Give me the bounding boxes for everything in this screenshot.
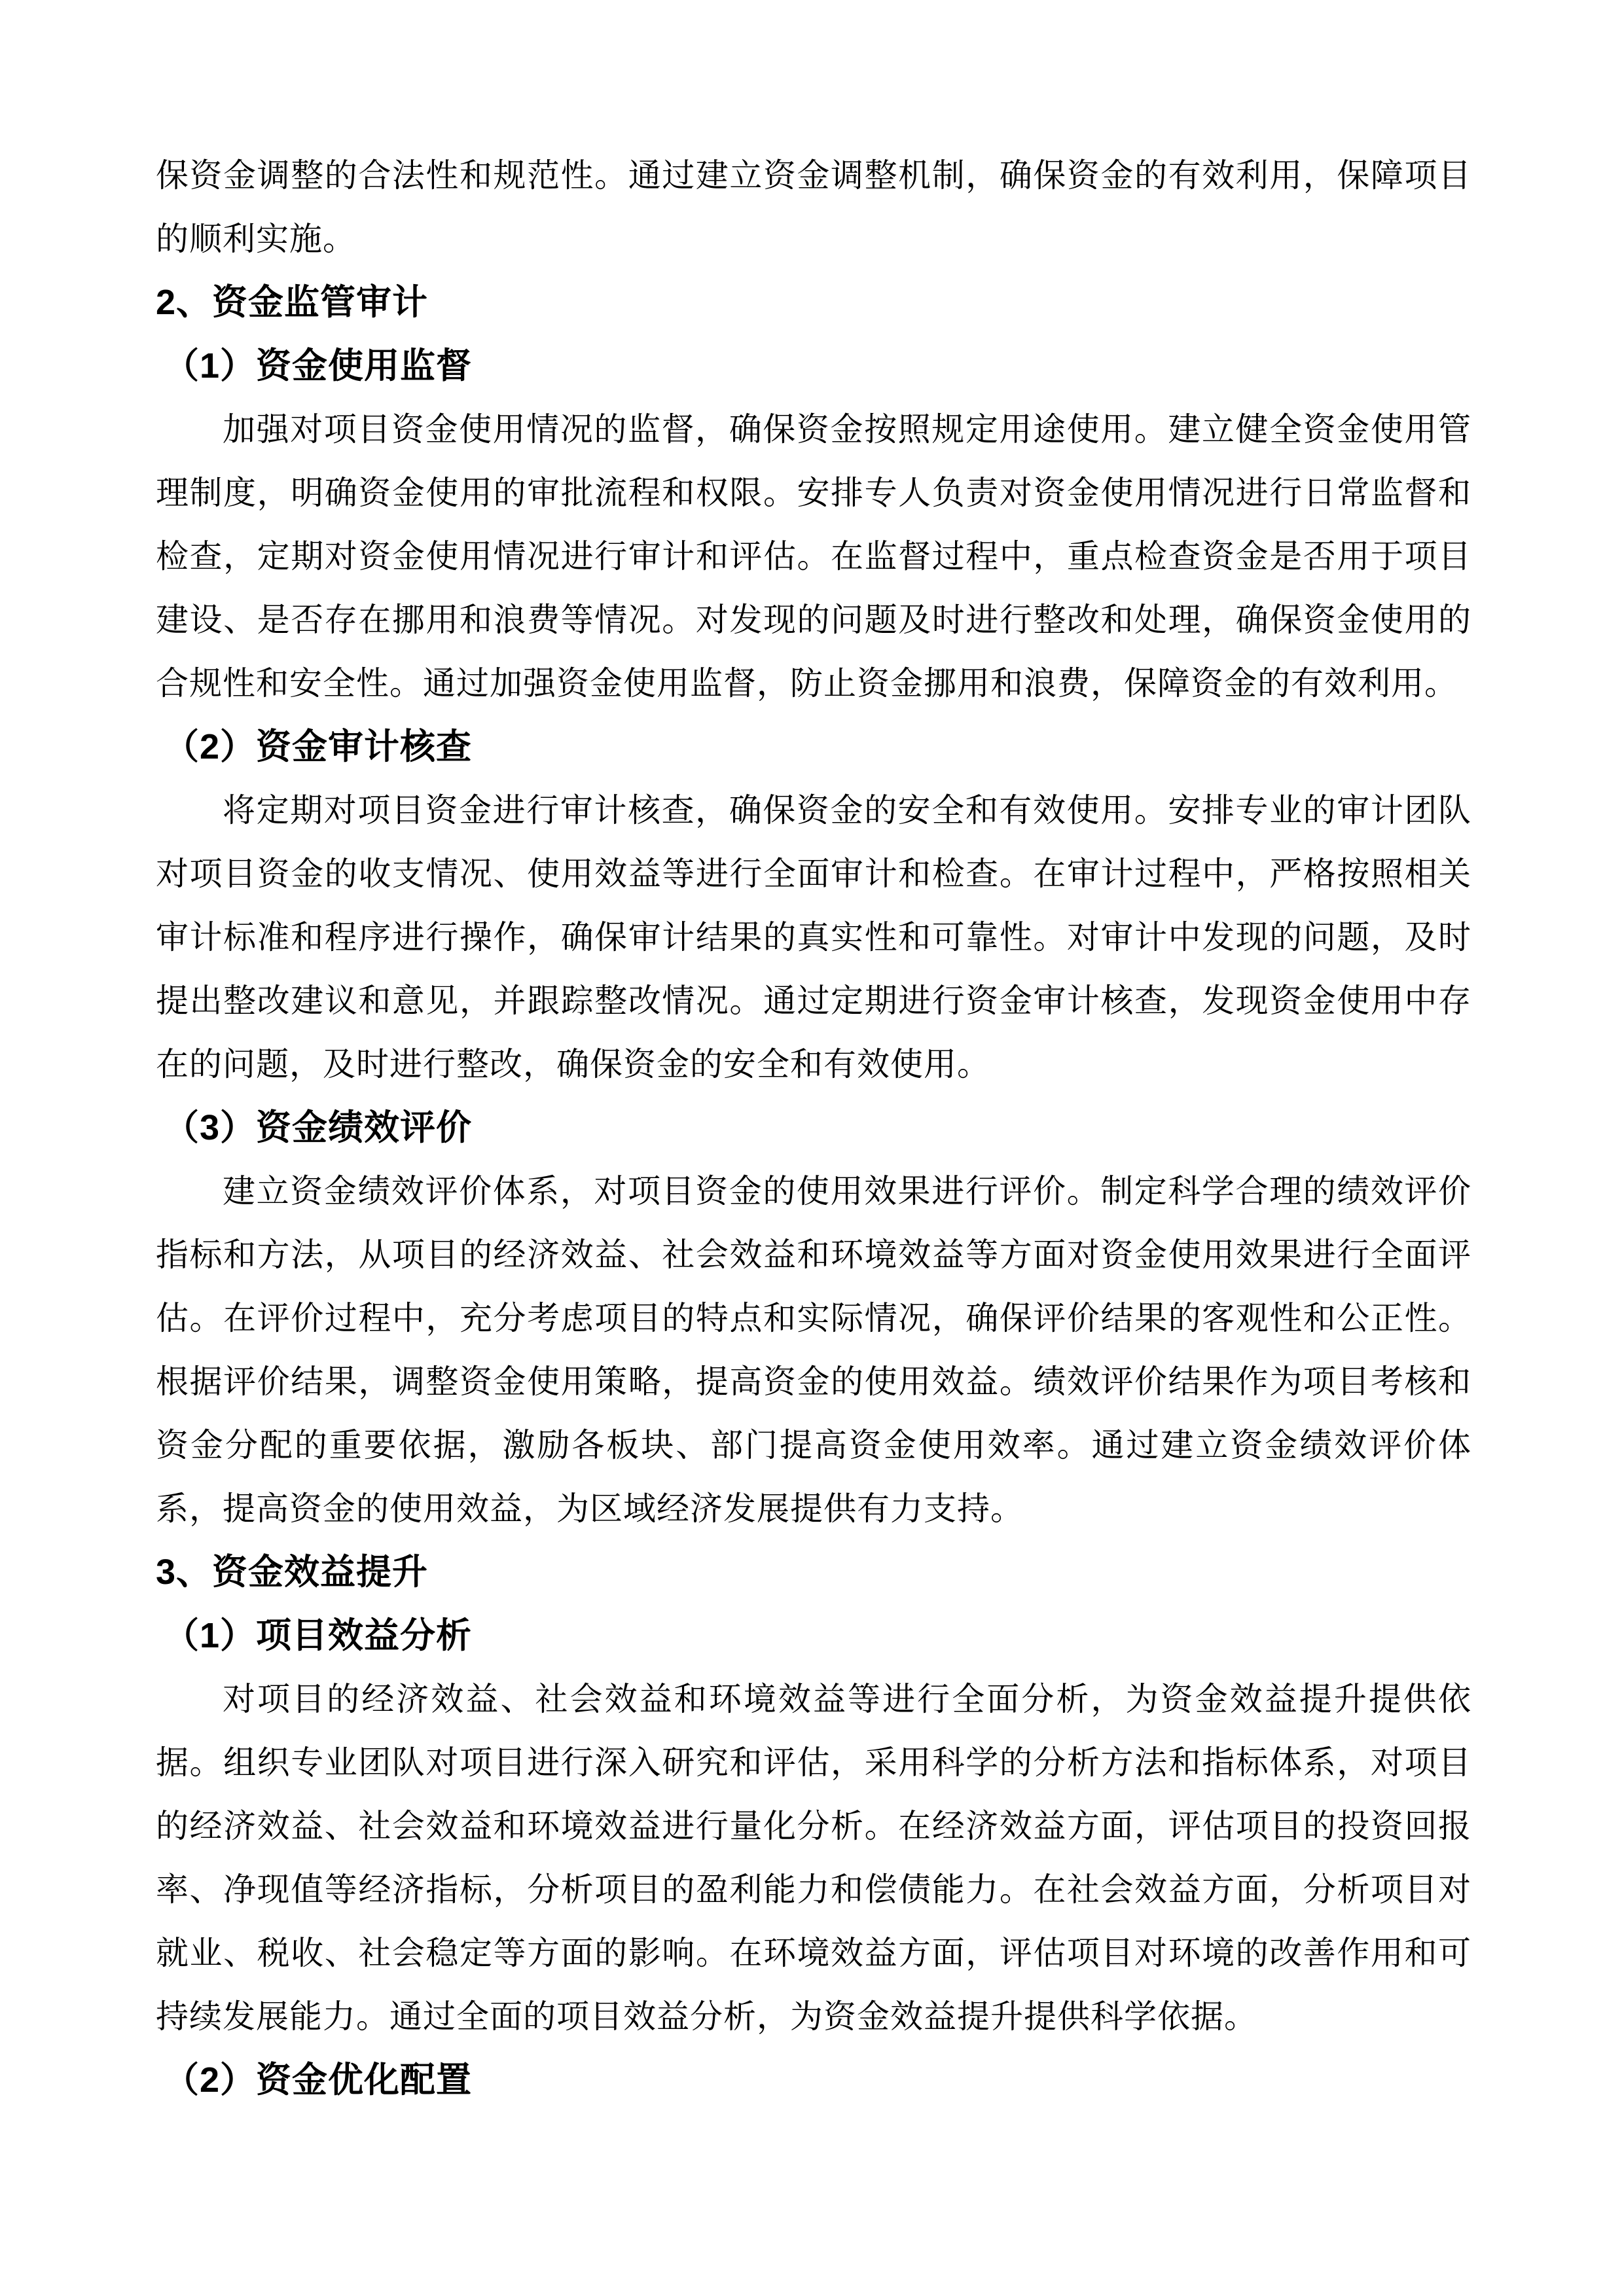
subsection-heading-fund-optimal-allocation: （2）资金优化配置: [164, 2060, 473, 2100]
paragraph-fund-audit-check: 将定期对项目资金进行审计核查，确保资金的安全和有效使用。安排专业的审计团队对项目资金的收支情况、使用效益等进行全面审计和检查。在审计过程中，严格按照相关审计标准和程序进行操作，确保审计结果的真实性和可靠性。对审计中发现的问题，及时提出整改建议和意见，并跟踪整改情况。通过定期进行资金审计核查，发现资金使用中存在的问题，及时进行整改，确保资金的安全和有效使用。: [156, 792, 1471, 1083]
paragraph-project-benefit-analysis: 对项目的经济效益、社会效益和环境效益等进行全面分析，为资金效益提升提供依据。组织专业团队对项目进行深入研究和评估，采用科学的分析方法和指标体系，对项目的经济效益、社会效益和环境效益进行量化分析。在经济效益方面，评估项目的投资回报率、净现值等经济指标，分析项目的盈利能力和偿债能力。在社会效益方面，分析项目对就业、税收、社会稳定等方面的影响。在环境效益方面，评估项目对环境的改善作用和可持续发展能力。通过全面的项目效益分析，为资金效益提升提供科学依据。: [156, 1681, 1471, 2035]
subsection-heading-project-benefit-analysis: （1）项目效益分析: [164, 1616, 473, 1655]
subsection-heading-fund-performance-evaluation: （3）资金绩效评价: [164, 1108, 473, 1147]
subsection-heading-fund-audit-check: （2）资金审计核查: [164, 727, 473, 766]
paragraph-fund-performance-evaluation: 建立资金绩效评价体系，对项目资金的使用效果进行评价。制定科学合理的绩效评价指标和方法，从项目的经济效益、社会效益和环境效益等方面对资金使用效果进行全面评估。在评价过程中，充分考虑项目的特点和实际情况，确保评价结果的客观性和公正性。根据评价结果，调整资金使用策略，提高资金的使用效益。绩效评价结果作为项目考核和资金分配的重要依据，激励各板块、部门提高资金使用效率。通过建立资金绩效评价体系，提高资金的使用效益，为区域经济发展提供有力支持。: [156, 1173, 1471, 1527]
paragraph-fund-usage-supervision: 加强对项目资金使用情况的监督，确保资金按照规定用途使用。建立健全资金使用管理制度，明确资金使用的审批流程和权限。安排专人负责对资金使用情况进行日常监督和检查，定期对资金使用情况进行审计和评估。在监督过程中，重点检查资金是否用于项目建设、是否存在挪用和浪费等情况。对发现的问题及时进行整改和处理，确保资金使用的合规性和安全性。通过加强资金使用监督，防止资金挪用和浪费，保障资金的有效利用。: [156, 411, 1471, 702]
section-heading-fund-supervision-audit: 2、资金监管审计: [156, 283, 429, 322]
section-heading-fund-benefit-improvement: 3、资金效益提升: [156, 1552, 429, 1592]
subsection-heading-fund-usage-supervision: （1）资金使用监督: [164, 346, 473, 386]
document-body: [156, 144, 1471, 2112]
paragraph-continuation: 保资金调整的合法性和规范性。通过建立资金调整机制，确保资金的有效利用，保障项目的顺利实施。: [156, 157, 1471, 257]
